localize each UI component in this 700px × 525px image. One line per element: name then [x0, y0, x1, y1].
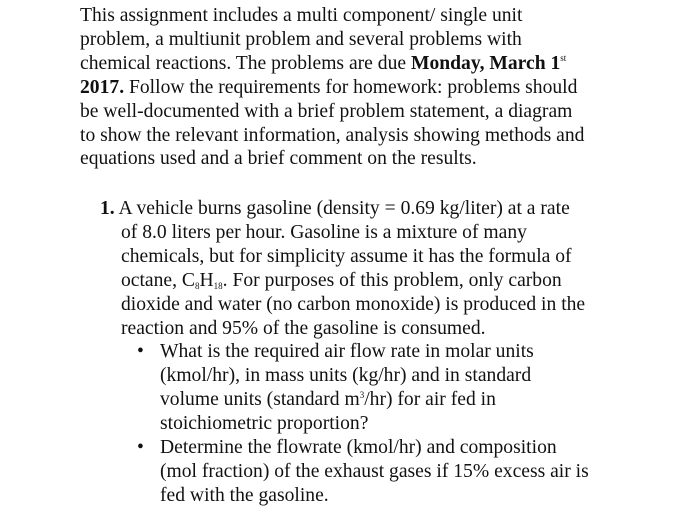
problem-1	[100, 197, 680, 508]
bullet-line: (mol fraction) of the exhaust gases if 15% excess air is	[160, 460, 589, 482]
problem-line: reaction and 95% of the gasoline is consumed.	[121, 317, 486, 339]
subscript: 8	[195, 280, 200, 291]
problem-line	[100, 269, 680, 293]
problem-text: A vehicle burns gasoline (density = 0.69 kg/liter) at a rate	[114, 198, 570, 219]
subscript: 18	[213, 280, 223, 291]
due-date: Monday, March 1	[410, 52, 561, 74]
problem-line: chemicals, but for simplicity assume it has the formula of	[121, 245, 572, 267]
problem-line: of 8.0 liters per hour. Gasoline is a mixture of many	[121, 221, 527, 243]
bullet-text: /hr) for air fed in	[364, 389, 496, 411]
problem-text: H	[199, 269, 214, 291]
problem-text: octane, C	[121, 269, 195, 291]
intro-line: problem, a multiunit problem and several problems with	[80, 28, 522, 50]
intro-text: chemical reactions. The problems are due	[80, 52, 411, 74]
intro-line: be well-documented with a brief problem statement, a diagram	[80, 100, 573, 122]
intro-line	[80, 76, 680, 100]
bullet-line: stoichiometric proportion?	[160, 413, 369, 435]
bullet-item-1	[100, 340, 680, 364]
bullet-line	[100, 388, 680, 412]
due-year: 2017.	[80, 76, 125, 98]
bullet-text: volume units (standard m	[160, 389, 360, 411]
ordinal-suffix: st	[560, 52, 567, 63]
intro-text: Follow the requirements for homework: problems should	[124, 76, 578, 98]
intro-line: to show the relevant information, analysis showing methods and	[80, 124, 585, 146]
assignment-intro	[80, 4, 680, 171]
bullet-text: Determine the flowrate (kmol/hr) and composition	[160, 437, 557, 459]
intro-line	[80, 52, 680, 76]
bullet-item-2	[100, 436, 680, 460]
bullet-icon: •	[137, 437, 144, 459]
superscript: 3	[359, 390, 365, 401]
problem-text: . For purposes of this problem, only carbon	[222, 269, 562, 291]
bullet-icon: •	[137, 341, 144, 363]
intro-line: equations used and a brief comment on the results.	[80, 148, 477, 170]
bullet-line: fed with the gasoline.	[160, 484, 329, 506]
intro-line: This assignment includes a multi component/ single unit	[80, 5, 523, 26]
bullet-line: (kmol/hr), in mass units (kg/hr) and in standard	[160, 365, 532, 387]
problem-line	[100, 197, 680, 221]
bullet-text: What is the required air flow rate in molar units	[160, 341, 534, 363]
problem-line: dioxide and water (no carbon monoxide) is produced in the	[121, 293, 586, 315]
problem-number: 1.	[100, 198, 115, 219]
